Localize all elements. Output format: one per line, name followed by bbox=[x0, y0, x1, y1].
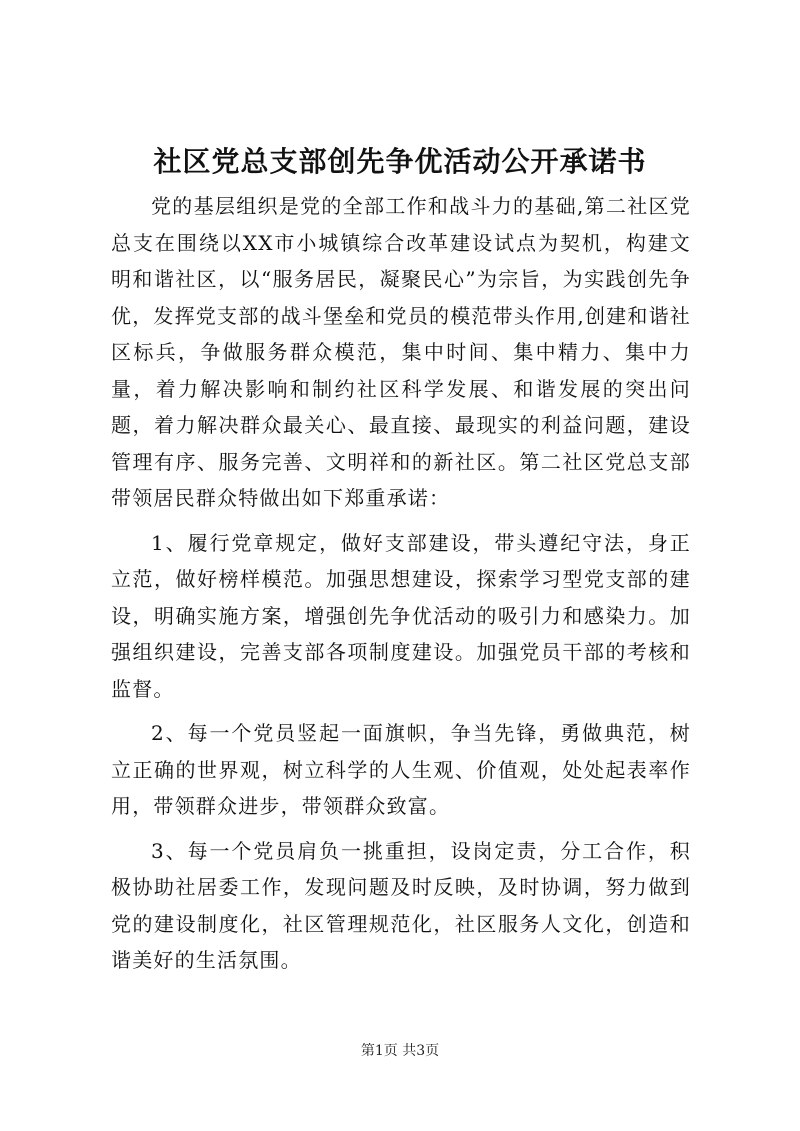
document-body bbox=[111, 188, 691, 979]
page-number-footer: 第1页 共3页 bbox=[360, 1043, 440, 1059]
intro-paragraph: 党的基层组织是党的全部工作和战斗力的基础,第二社区党总支在围绕以XX市小城镇综合改革建设试点为契机，构建文明和谐社区，以“服务居民，凝聚民心”为宗旨，为实践创先争优，发挥党支部的战斗堡垒和党员的模范带头作用,创建和谐社区标兵，争做服务群众模范，集中时间、集中精力、集中力量，着力解决影响和制约社区科学发展、和谐发展的突出问题，着力解决群众最关心、最直接、最现实的利益问题，建设管理有序、服务完善、文明祥和的新社区。第二社区党总支部带领居民群众特做出如下郑重承诺： bbox=[111, 194, 691, 510]
document-title: 社区党总支部创先争优活动公开承诺书 bbox=[153, 145, 647, 178]
commitment-paragraph-1: 1、履行党章规定，做好支部建设，带头遵纪守法，身正立范，做好榜样模范。加强思想建设，探索学习型党支部的建设，明确实施方案，增强创先争优活动的吸引力和感染力。加强组织建设，完善支部各项制度建设。加强党员干部的考核和监督。 bbox=[111, 530, 691, 701]
commitment-paragraph-2: 2、每一个党员竖起一面旗帜，争当先锋，勇做典范，树立正确的世界观，树立科学的人生观、价值观，处处起表率作用，带领群众进步，带领群众致富。 bbox=[111, 721, 691, 818]
commitment-paragraph-3: 3、每一个党员肩负一挑重担，设岗定责，分工合作，积极协助社居委工作，发现问题及时反映，及时协调，努力做到党的建设制度化，社区管理规范化，社区服务人文化，创造和谐美好的生活氛围。 bbox=[111, 838, 691, 972]
